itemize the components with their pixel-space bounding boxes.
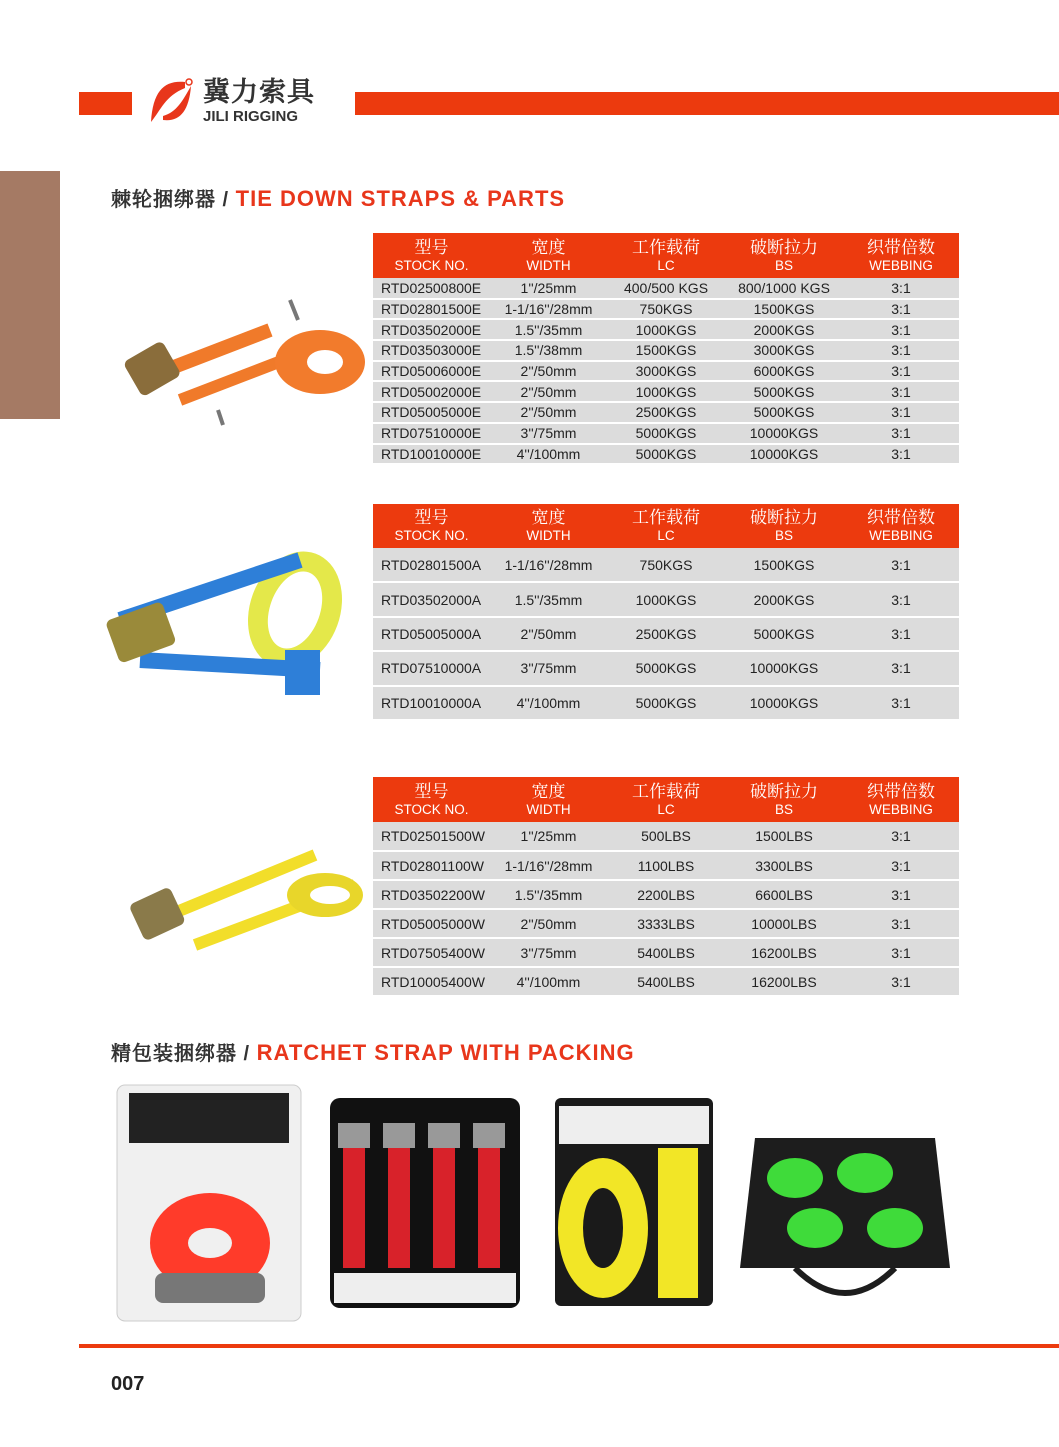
card-pack-image <box>328 1088 523 1310</box>
header-cn: 织带倍数 <box>867 508 935 527</box>
column-header <box>490 504 607 548</box>
table-cell: 5400LBS <box>607 938 725 967</box>
yellow-ratchet-strap-image <box>125 825 365 965</box>
table-cell: RTD05005000W <box>373 909 490 938</box>
table-cell: 3:1 <box>843 822 959 851</box>
table-cell: 2500KGS <box>607 402 725 423</box>
table-cell: 4''/100mm <box>490 967 607 996</box>
section-title-packing: 精包装捆绑器 / RATCHET STRAP WITH PACKING <box>111 1040 635 1065</box>
table-cell: 3:1 <box>843 582 959 616</box>
header-en: STOCK NO. <box>394 257 469 273</box>
table-cell: RTD03502000A <box>373 582 490 616</box>
header-cn: 破断拉力 <box>750 237 818 257</box>
table-row <box>373 938 959 967</box>
table-row <box>373 686 959 720</box>
table-cell: 1000KGS <box>607 381 725 402</box>
table-cell: 3:1 <box>843 278 959 299</box>
header-cn: 型号 <box>414 508 449 527</box>
table-cell: 3:1 <box>843 880 959 909</box>
section-title-tie-down: 棘轮捆绑器 / TIE DOWN STRAPS & PARTS <box>111 186 566 211</box>
table-row <box>373 340 959 361</box>
header-en: LC <box>657 257 675 273</box>
table-cell: RTD02801500E <box>373 299 490 320</box>
header-cn: 工作载荷 <box>632 237 700 257</box>
table-row <box>373 851 959 880</box>
header-cn: 型号 <box>414 781 449 801</box>
table-row <box>373 651 959 685</box>
header-en: LC <box>657 528 675 543</box>
table-cell: 4''/100mm <box>490 444 607 465</box>
table-row <box>373 880 959 909</box>
table-cell: RTD02801500A <box>373 548 490 582</box>
side-tab <box>0 171 60 419</box>
header-en: STOCK NO. <box>394 801 469 817</box>
table-cell: RTD07510000E <box>373 423 490 444</box>
table-cell: 1.5''/35mm <box>490 880 607 909</box>
table-cell: 5400LBS <box>607 967 725 996</box>
table-cell: 3:1 <box>843 402 959 423</box>
table-cell: 3''/75mm <box>490 651 607 685</box>
brand-name-en: JILI RIGGING <box>203 108 299 125</box>
orange-ratchet-strap-image <box>120 290 370 430</box>
table-cell: RTD02500800E <box>373 278 490 299</box>
brand-logo-icon <box>145 76 197 128</box>
header-bar-right <box>355 92 1059 115</box>
table-cell: 5000KGS <box>607 423 725 444</box>
table-cell: 3000KGS <box>725 340 843 361</box>
column-header <box>725 777 843 822</box>
table-cell: RTD05002000E <box>373 381 490 402</box>
header-en: BS <box>774 257 793 273</box>
table-cell: RTD10005400W <box>373 967 490 996</box>
table-cell: 2000KGS <box>725 319 843 340</box>
column-header <box>725 504 843 548</box>
table-row <box>373 582 959 616</box>
table-row <box>373 822 959 851</box>
column-header <box>843 777 959 822</box>
table-cell: 3:1 <box>843 423 959 444</box>
header-en: WIDTH <box>526 257 571 273</box>
table-cell: 2200LBS <box>607 880 725 909</box>
header-en: WIDTH <box>526 528 571 543</box>
table-cell: 1500KGS <box>725 299 843 320</box>
table-cell: RTD05006000E <box>373 361 490 382</box>
column-header <box>607 233 725 278</box>
header-cn: 型号 <box>414 237 449 257</box>
table-cell: 1''/25mm <box>490 822 607 851</box>
table-row <box>373 361 959 382</box>
table-cell: 3:1 <box>843 851 959 880</box>
header-en: BS <box>774 801 793 817</box>
table-cell: 4''/100mm <box>490 686 607 720</box>
header-bar-left <box>79 92 132 115</box>
table-cell: 3333LBS <box>607 909 725 938</box>
table-cell: 16200LBS <box>725 967 843 996</box>
table-cell: 3:1 <box>843 938 959 967</box>
header-cn: 工作载荷 <box>632 781 700 801</box>
header-cn: 织带倍数 <box>867 781 935 801</box>
page-number: 007 <box>111 1373 145 1395</box>
table-cell: 3''/75mm <box>490 938 607 967</box>
table-cell: 10000KGS <box>725 444 843 465</box>
table-cell: 5000KGS <box>607 444 725 465</box>
table-cell: RTD02801100W <box>373 851 490 880</box>
yellow-card-pack-image <box>553 1088 715 1308</box>
header-cn: 宽度 <box>531 508 566 527</box>
table-cell: 3:1 <box>843 381 959 402</box>
table-cell: 10000KGS <box>725 423 843 444</box>
header-cn: 织带倍数 <box>867 237 935 257</box>
table-cell: 3:1 <box>843 548 959 582</box>
table-cell: 3:1 <box>843 617 959 651</box>
column-header <box>725 233 843 278</box>
table-cell: 2''/50mm <box>490 361 607 382</box>
table-cell: 750KGS <box>607 548 725 582</box>
header-cn: 宽度 <box>531 781 566 801</box>
table-cell: 10000LBS <box>725 909 843 938</box>
table-cell: 10000KGS <box>725 651 843 685</box>
column-header <box>843 504 959 548</box>
column-header <box>373 233 490 278</box>
column-header <box>373 777 490 822</box>
header-en: WEBBING <box>869 801 933 817</box>
header-en: STOCK NO. <box>394 528 469 543</box>
table-row <box>373 402 959 423</box>
table-cell: 5000KGS <box>725 402 843 423</box>
header-cn: 破断拉力 <box>750 508 818 527</box>
table-cell: 1100LBS <box>607 851 725 880</box>
table-row <box>373 299 959 320</box>
table-cell: 1000KGS <box>607 582 725 616</box>
zipper-bag-image <box>735 1128 953 1308</box>
table-cell: 3:1 <box>843 444 959 465</box>
table-cell: 3:1 <box>843 909 959 938</box>
table-row <box>373 617 959 651</box>
table-cell: 5000KGS <box>607 651 725 685</box>
table-cell: 3:1 <box>843 361 959 382</box>
table-cell: 500LBS <box>607 822 725 851</box>
header-en: WEBBING <box>869 528 933 543</box>
table-cell: 3:1 <box>843 967 959 996</box>
table-cell: 6600LBS <box>725 880 843 909</box>
table-cell: 1.5''/38mm <box>490 340 607 361</box>
table-row <box>373 444 959 465</box>
table-cell: RTD10010000E <box>373 444 490 465</box>
table-cell: RTD07510000A <box>373 651 490 685</box>
table-cell: RTD03502200W <box>373 880 490 909</box>
table-cell: 1.5''/35mm <box>490 319 607 340</box>
table-cell: 2000KGS <box>725 582 843 616</box>
table-cell: 5000KGS <box>725 381 843 402</box>
column-header <box>843 233 959 278</box>
column-header <box>490 777 607 822</box>
header-cn: 破断拉力 <box>750 781 818 801</box>
header-cn: 宽度 <box>531 237 566 257</box>
footer-line <box>79 1344 1059 1348</box>
spec-table-e <box>373 233 959 465</box>
table-cell: 2''/50mm <box>490 381 607 402</box>
table-cell: 16200LBS <box>725 938 843 967</box>
table-cell: 3:1 <box>843 299 959 320</box>
table-row <box>373 967 959 996</box>
table-cell: 3300LBS <box>725 851 843 880</box>
table-cell: 3:1 <box>843 686 959 720</box>
table-cell: 6000KGS <box>725 361 843 382</box>
column-header <box>490 233 607 278</box>
column-header <box>373 504 490 548</box>
blister-pack-image <box>115 1083 303 1323</box>
table-cell: 3:1 <box>843 340 959 361</box>
column-header <box>607 504 725 548</box>
table-row <box>373 909 959 938</box>
table-cell: 1500KGS <box>725 548 843 582</box>
table-cell: 2''/50mm <box>490 909 607 938</box>
table-cell: 1-1/16''/28mm <box>490 851 607 880</box>
table-cell: RTD10010000A <box>373 686 490 720</box>
table-cell: 5000KGS <box>607 686 725 720</box>
table-row <box>373 381 959 402</box>
header-en: WIDTH <box>526 801 571 817</box>
table-cell: 1-1/16''/28mm <box>490 299 607 320</box>
table-cell: 1''/25mm <box>490 278 607 299</box>
table-cell: 2500KGS <box>607 617 725 651</box>
table-row <box>373 423 959 444</box>
column-header <box>607 777 725 822</box>
table-cell: 1.5''/35mm <box>490 582 607 616</box>
table-cell: 1500KGS <box>607 340 725 361</box>
table-cell: 1000KGS <box>607 319 725 340</box>
header-en: WEBBING <box>869 257 933 273</box>
spec-table-w <box>373 777 959 997</box>
header-cn: 工作载荷 <box>632 508 700 527</box>
table-cell: 10000KGS <box>725 686 843 720</box>
table-cell: 800/1000 KGS <box>725 278 843 299</box>
table-cell: 1500LBS <box>725 822 843 851</box>
table-cell: RTD05005000E <box>373 402 490 423</box>
table-cell: 750KGS <box>607 299 725 320</box>
table-cell: 3''/75mm <box>490 423 607 444</box>
table-cell: RTD07505400W <box>373 938 490 967</box>
table-row <box>373 548 959 582</box>
table-cell: RTD03502000E <box>373 319 490 340</box>
blue-ratchet-strap-image <box>100 520 350 720</box>
table-cell: 3:1 <box>843 319 959 340</box>
table-cell: 2''/50mm <box>490 617 607 651</box>
header-en: LC <box>657 801 675 817</box>
header-en: BS <box>774 528 793 543</box>
table-cell: 400/500 KGS <box>607 278 725 299</box>
table-row <box>373 278 959 299</box>
table-cell: RTD05005000A <box>373 617 490 651</box>
table-cell: 1-1/16''/28mm <box>490 548 607 582</box>
spec-table-a <box>373 504 959 721</box>
table-cell: 3:1 <box>843 651 959 685</box>
table-cell: 3000KGS <box>607 361 725 382</box>
brand-name-cn: 冀力索具 <box>203 77 315 107</box>
table-cell: 5000KGS <box>725 617 843 651</box>
table-row <box>373 319 959 340</box>
table-cell: RTD03503000E <box>373 340 490 361</box>
table-cell: RTD02501500W <box>373 822 490 851</box>
table-cell: 2''/50mm <box>490 402 607 423</box>
